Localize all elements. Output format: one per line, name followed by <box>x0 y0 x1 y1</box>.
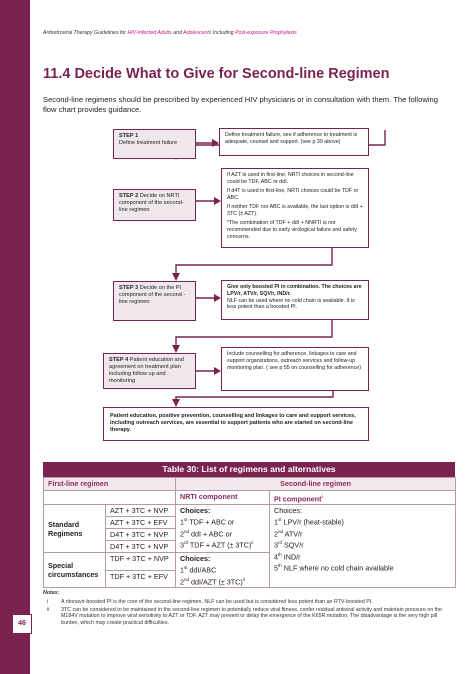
regimen-cell: TDF + 3TC + NVP <box>106 553 176 570</box>
step3-text: Decide on the PI component of the second - line regimen <box>119 285 186 305</box>
regimen-cell: D4T + 3TC + NVP <box>106 529 176 541</box>
col-first-line: First-line regimen <box>44 478 176 491</box>
table-title: Table 30: List of regimens and alternatives <box>43 462 455 477</box>
step3-description-box <box>221 280 369 320</box>
step2-desc-line: If neither TDF nor ABC is available, the last option is ddI + 3TC (± AZT). <box>227 204 363 217</box>
connector-step2-step3 <box>176 248 332 278</box>
section-title: 11.4 Decide What to Give for Second-line Regimen <box>43 66 390 82</box>
col-nrti: NRTI component <box>176 491 270 505</box>
step3-desc-rest: NLF can be used where no cold chain is available. It is less potent than a boosted PI. <box>227 297 355 311</box>
page-sidebar-band <box>0 0 30 674</box>
step4-text: Patient education and agreement on treatment plan including follow up and monitoring <box>109 357 184 384</box>
step3-box <box>113 281 196 321</box>
pi-choices: Choices: 1st LPV/r (heat-stable) 2nd ATV/r 3rd SQV/r 4th IND/r 5th NLF where no cold chain available <box>270 505 456 588</box>
group-standard-regimens: Standard Regimens <box>44 505 106 553</box>
col-pi: PI component$^i$ <box>270 491 456 505</box>
page-number: 46 <box>12 614 32 634</box>
regimens-table <box>43 477 456 588</box>
nrti-choices-special: Choices: 1st ddI/ABC 2nd ddI/AZT (± 3TC)$^{ii}$ <box>176 553 270 588</box>
connector-step4-footer <box>176 391 333 404</box>
step1-label: STEP 1 <box>119 133 139 139</box>
flowchart-footer-text: Patient education, positive prevention, counselling and linkages to care and support services, including outreach services, are essential to support patients who are started on second-line therapy. <box>110 413 356 433</box>
table-header-row <box>44 478 456 491</box>
step4-description: Include counselling for adherence, linkages to care and support organizations, outreach services and follow-up monitoring plan. ( see p 55 on counselling for adherence) <box>227 351 361 371</box>
step1-description: Define treatment failure, see if adherence to treatment is adequate, counsel and support. (see p 39 above) <box>225 132 358 145</box>
regimen-cell: AZT + 3TC + EFV <box>106 517 176 529</box>
step1-description-box <box>219 128 369 156</box>
arrowhead-down-3 <box>172 345 180 353</box>
step2-desc-line: *The combination of TDF + ddI + NNRTI is not recommended due to early virological failure and safety concerns. <box>227 220 357 240</box>
step1-text: Define treatment failure <box>119 140 178 146</box>
step2-description-box <box>221 168 369 248</box>
table-row <box>44 505 456 517</box>
step2-text: Decide on NRTI component of the second-line regimen <box>119 193 184 213</box>
step2-desc-line: If d4T is used in first-line, NRTI choices could be TDF or ABC. <box>227 188 359 201</box>
step2-box <box>113 189 196 221</box>
step3-label: STEP 3 <box>119 285 139 291</box>
notes-heading: Notes: <box>43 590 60 596</box>
step4-label: STEP 4 <box>109 357 129 363</box>
step4-box <box>103 353 196 389</box>
arrowhead-right-3 <box>214 294 221 302</box>
flowchart-footer-box <box>103 407 369 441</box>
col-second-line: Second-line regimen <box>176 478 456 491</box>
regimen-cell: AZT + 3TC + NVP <box>106 505 176 517</box>
connector-step3-step4 <box>176 320 332 350</box>
group-special-circumstances: Special circumstances <box>44 553 106 588</box>
note-item: i A ritonavir-boosted PI is the core of the second-line regimen. NLF can be used but is considered less potent than an RTV-boosted PI. <box>47 598 373 605</box>
step2-desc-line: If AZT is used in first-line, NRTI choices in second-line could be TDF, ABC or ddI. <box>227 172 354 185</box>
nrti-choices-standard: Choices: 1st TDF + ABC or 2nd ddI + ABC or 3rd TDF + AZT (± 3TC)$^{ii}$ <box>176 505 270 553</box>
table-notes <box>43 590 455 628</box>
arrowhead-down-2 <box>172 273 180 281</box>
arrowhead-right-1 <box>212 139 219 147</box>
empty-cell <box>44 491 176 505</box>
table-subheader-row <box>44 491 456 505</box>
note-item: ii 3TC can be considered to be maintained in the second-line regimen to potentially reduce viral fitness, confer residual antiviral activity and maintain pressure on the M184V mutation to improve viral sensitivity to AZT or TDF. AZT may prevent or delay the emergence of the K65R mutation. The disadvantage is the very high pill burden, which may create practical difficulties. <box>47 606 442 627</box>
step2-label: STEP 2 <box>119 193 139 199</box>
arrowhead-down-4 <box>172 399 180 407</box>
step4-description-box <box>221 347 369 391</box>
regimen-cell: D4T + 3TC + NVP <box>106 541 176 553</box>
arrowhead-right-4 <box>214 367 221 375</box>
arrowhead-right-2 <box>214 197 221 205</box>
step3-desc-bold: Give only boosted PI in combination. The choices are LPV/r, ATV/r, SQV/r, IND/r. <box>227 284 362 297</box>
step1-box <box>113 129 196 159</box>
running-header: Antiretroviral Therapy Guidelines for HIV-Infected Adults and Adolescents Including Post-exposure Prophylaxis <box>43 30 297 36</box>
regimen-cell: TDF + 3TC + EFV <box>106 570 176 587</box>
intro-paragraph: Second-line regimens should be prescribed by experienced HIV physicians or in consultation with them. The following flow chart provides guidance. <box>43 95 438 114</box>
